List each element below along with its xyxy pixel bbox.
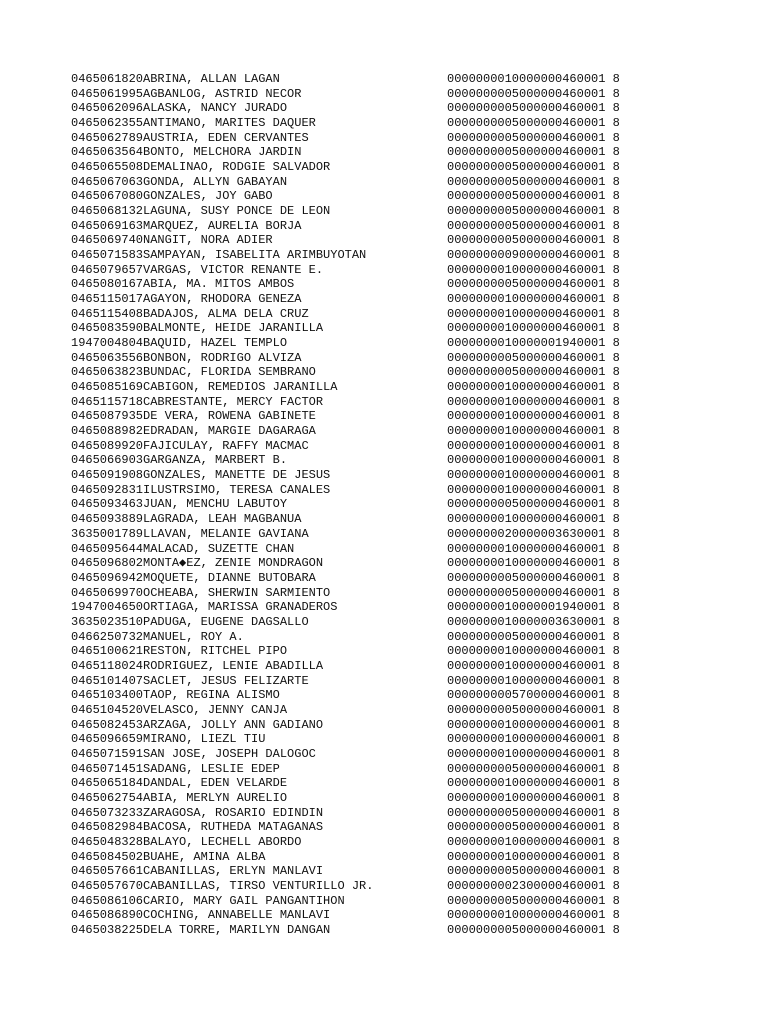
record-id-name: 0465079657VARGAS, VICTOR RENANTE E. (71, 262, 324, 277)
record-amount-code: 0000000010000000460001 8 (447, 306, 620, 321)
record-amount-code: 0000000010000000460001 8 (447, 321, 620, 336)
record-id-name: 0465115408BADAJOS, ALMA DELA CRUZ (71, 306, 309, 321)
record-amount-code: 0000000010000000460001 8 (447, 644, 620, 659)
record-id-name: 0465085169CABIGON, REMEDIOS JARANILLA (71, 380, 338, 395)
record-row (71, 72, 631, 87)
record-row (71, 483, 631, 498)
record-amount-code: 0000000010000000460001 8 (447, 746, 620, 761)
record-id-name: 0465069163MARQUEZ, AURELIA BORJA (71, 218, 302, 233)
record-id-name: 0465092831ILUSTRSIMO, TERESA CANALES (71, 482, 331, 497)
record-id-name: 0465095644MALACAD, SUZETTE CHAN (71, 541, 295, 556)
record-amount-code: 0000000005000000460001 8 (447, 864, 620, 879)
record-amount-code: 0000000010000000460001 8 (447, 790, 620, 805)
record-row (71, 527, 631, 542)
record-row (71, 762, 631, 777)
record-id-name: 0465065508DEMALINAO, RODGIE SALVADOR (71, 160, 331, 175)
record-list (71, 72, 631, 938)
record-row (71, 571, 631, 586)
record-amount-code: 0000000020000003630001 8 (447, 526, 620, 541)
record-id-name: 0465057670CABANILLAS, TIRSO VENTURILLO JR. (71, 878, 374, 893)
record-row (71, 409, 631, 424)
record-row (71, 586, 631, 601)
record-id-name: 0465080167ABIA, MA. MITOS AMBOS (71, 277, 295, 292)
record-id-name: 0465086890COCHING, ANNABELLE MANLAVI (71, 908, 331, 923)
record-id-name: 0465071583SAMPAYAN, ISABELITA ARIMBUYOTAN (71, 248, 367, 263)
record-amount-code: 0000000005000000460001 8 (447, 101, 620, 116)
record-id-name: 0465104520VELASCO, JENNY CANJA (71, 702, 288, 717)
record-amount-code: 0000000005000000460001 8 (447, 130, 620, 145)
record-row (71, 351, 631, 366)
record-id-name: 0465069970OCHEABA, SHERWIN SARMIENTO (71, 585, 331, 600)
record-id-name: 1947004650ORTIAGA, MARISSA GRANADEROS (71, 600, 338, 615)
record-amount-code: 0000000010000000460001 8 (447, 776, 620, 791)
record-amount-code: 0000000010000000460001 8 (447, 658, 620, 673)
record-amount-code: 0000000010000000460001 8 (447, 673, 620, 688)
record-row (71, 277, 631, 292)
record-id-name: 0465062754ABIA, MERLYN AURELIO (71, 790, 288, 805)
record-amount-code: 0000000005000000460001 8 (447, 805, 620, 820)
record-row (71, 879, 631, 894)
record-amount-code: 0000000005000000460001 8 (447, 218, 620, 233)
record-row (71, 145, 631, 160)
record-amount-code: 0000000002300000460001 8 (447, 878, 620, 893)
record-id-name: 0465089920FAJICULAY, RAFFY MACMAC (71, 438, 309, 453)
record-id-name: 0465062355ANTIMANO, MARITES DAQUER (71, 116, 316, 131)
record-amount-code: 0000000010000000460001 8 (447, 717, 620, 732)
record-id-name: 0466250732MANUEL, ROY A. (71, 629, 244, 644)
record-id-name: 0465073233ZARAGOSA, ROSARIO EDINDIN (71, 805, 324, 820)
record-amount-code: 0000000010000000460001 8 (447, 849, 620, 864)
record-id-name: 0465087935DE VERA, ROWENA GABINETE (71, 409, 316, 424)
record-id-name: 0465062789AUSTRIA, EDEN CERVANTES (71, 130, 309, 145)
record-amount-code: 0000000010000000460001 8 (447, 908, 620, 923)
record-row (71, 204, 631, 219)
record-row (71, 835, 631, 850)
record-row (71, 321, 631, 336)
record-row (71, 644, 631, 659)
record-amount-code: 0000000010000000460001 8 (447, 512, 620, 527)
record-row (71, 630, 631, 645)
record-id-name: 0465115718CABRESTANTE, MERCY FACTOR (71, 394, 324, 409)
record-row (71, 908, 631, 923)
record-amount-code: 0000000010000000460001 8 (447, 541, 620, 556)
record-amount-code: 0000000005000000460001 8 (447, 497, 620, 512)
record-amount-code: 0000000010000001940001 8 (447, 600, 620, 615)
record-id-name: 0465096659MIRANO, LIEZL TIU (71, 732, 266, 747)
record-amount-code: 0000000010000000460001 8 (447, 556, 620, 571)
record-row (71, 674, 631, 689)
record-row (71, 703, 631, 718)
record-id-name: 0465096802MONTA◆EZ, ZENIE MONDRAGON (71, 556, 324, 571)
record-amount-code: 0000000005000000460001 8 (447, 189, 620, 204)
record-amount-code: 0000000010000000460001 8 (447, 292, 620, 307)
record-row (71, 512, 631, 527)
record-id-name: 0465066903GARGANZA, MARBERT B. (71, 453, 288, 468)
record-id-name: 0465063564BONTO, MELCHORA JARDIN (71, 145, 302, 160)
record-id-name: 0465091908GONZALES, MANETTE DE JESUS (71, 468, 331, 483)
record-id-name: 0465093889LAGRADA, LEAH MAGBANUA (71, 512, 302, 527)
record-row (71, 747, 631, 762)
record-id-name: 0465065184DANDAL, EDEN VELARDE (71, 776, 288, 791)
record-amount-code: 0000000005000000460001 8 (447, 86, 620, 101)
record-row (71, 116, 631, 131)
record-row (71, 189, 631, 204)
record-row (71, 688, 631, 703)
record-id-name: 0465071591SAN JOSE, JOSEPH DALOGOC (71, 746, 316, 761)
record-amount-code: 0000000005000000460001 8 (447, 160, 620, 175)
record-amount-code: 0000000010000000460001 8 (447, 262, 620, 277)
record-id-name: 0465061995AGBANLOG, ASTRID NECOR (71, 86, 302, 101)
record-id-name: 0465100621RESTON, RITCHEL PIPO (71, 644, 288, 659)
record-id-name: 0465057661CABANILLAS, ERLYN MANLAVI (71, 864, 324, 879)
record-id-name: 0465067080GONZALES, JOY GABO (71, 189, 273, 204)
record-row (71, 600, 631, 615)
record-amount-code: 0000000005700000460001 8 (447, 688, 620, 703)
record-amount-code: 0000000005000000460001 8 (447, 365, 620, 380)
record-id-name: 0465062096ALASKA, NANCY JURADO (71, 101, 288, 116)
record-amount-code: 0000000005000000460001 8 (447, 233, 620, 248)
record-amount-code: 0000000010000000460001 8 (447, 834, 620, 849)
record-amount-code: 0000000005000000460001 8 (447, 820, 620, 835)
record-row (71, 718, 631, 733)
record-id-name: 0465082984BACOSA, RUTHEDA MATAGANAS (71, 820, 324, 835)
record-amount-code: 0000000010000001940001 8 (447, 336, 620, 351)
record-id-name: 0465082453ARZAGA, JOLLY ANN GADIANO (71, 717, 324, 732)
record-row (71, 659, 631, 674)
record-id-name: 3635023510PADUGA, EUGENE DAGSALLO (71, 614, 309, 629)
record-amount-code: 0000000010000000460001 8 (447, 409, 620, 424)
record-id-name: 0465071451SADANG, LESLIE EDEP (71, 761, 280, 776)
record-id-name: 0465048328BALAYO, LECHELL ABORDO (71, 834, 302, 849)
record-row (71, 556, 631, 571)
record-row (71, 820, 631, 835)
record-id-name: 0465086106CARIO, MARY GAIL PANGANTIHON (71, 893, 345, 908)
record-amount-code: 0000000005000000460001 8 (447, 116, 620, 131)
record-id-name: 0465063823BUNDAC, FLORIDA SEMBRANO (71, 365, 316, 380)
record-id-name: 0465096942MOQUETE, DIANNE BUTOBARA (71, 570, 316, 585)
record-row (71, 497, 631, 512)
record-row (71, 424, 631, 439)
record-id-name: 0465115017AGAYON, RHODORA GENEZA (71, 292, 302, 307)
record-row (71, 894, 631, 909)
record-row (71, 615, 631, 630)
record-row (71, 453, 631, 468)
record-amount-code: 0000000010000003630001 8 (447, 614, 620, 629)
record-id-name: 0465068132LAGUNA, SUSY PONCE DE LEON (71, 204, 331, 219)
record-amount-code: 0000000010000000460001 8 (447, 72, 620, 86)
record-row (71, 365, 631, 380)
record-id-name: 0465069740NANGIT, NORA ADIER (71, 233, 273, 248)
record-row (71, 101, 631, 116)
record-id-name: 0465103400TAOP, REGINA ALISMO (71, 688, 280, 703)
record-amount-code: 0000000010000000460001 8 (447, 380, 620, 395)
record-amount-code: 0000000005000000460001 8 (447, 350, 620, 365)
record-row (71, 791, 631, 806)
record-row (71, 395, 631, 410)
record-id-name: 0465061820ABRINA, ALLAN LAGAN (71, 72, 280, 86)
record-id-name: 0465101407SACLET, JESUS FELIZARTE (71, 673, 309, 688)
record-id-name: 0465067063GONDA, ALLYN GABAYAN (71, 174, 288, 189)
record-amount-code: 0000000010000000460001 8 (447, 438, 620, 453)
record-id-name: 0465038225DELA TORRE, MARILYN DANGAN (71, 922, 331, 937)
record-id-name: 3635001789LLAVAN, MELANIE GAVIANA (71, 526, 309, 541)
record-row (71, 263, 631, 278)
record-amount-code: 0000000005000000460001 8 (447, 629, 620, 644)
record-row (71, 468, 631, 483)
record-row (71, 806, 631, 821)
record-amount-code: 0000000005000000460001 8 (447, 922, 620, 937)
record-id-name: 0465083590BALMONTE, HEIDE JARANILLA (71, 321, 324, 336)
record-amount-code: 0000000005000000460001 8 (447, 204, 620, 219)
record-id-name: 0465093463JUAN, MENCHU LABUTOY (71, 497, 288, 512)
record-amount-code: 0000000010000000460001 8 (447, 424, 620, 439)
record-row (71, 380, 631, 395)
record-amount-code: 0000000010000000460001 8 (447, 394, 620, 409)
record-id-name: 0465088982EDRADAN, MARGIE DAGARAGA (71, 424, 316, 439)
record-row (71, 160, 631, 175)
record-row (71, 864, 631, 879)
record-amount-code: 0000000005000000460001 8 (447, 570, 620, 585)
record-row (71, 542, 631, 557)
record-amount-code: 0000000010000000460001 8 (447, 482, 620, 497)
record-amount-code: 0000000009000000460001 8 (447, 248, 620, 263)
record-amount-code: 0000000010000000460001 8 (447, 732, 620, 747)
record-id-name: 0465084502BUAHE, AMINA ALBA (71, 849, 266, 864)
record-row (71, 87, 631, 102)
record-row (71, 439, 631, 454)
record-id-name: 0465063556BONBON, RODRIGO ALVIZA (71, 350, 302, 365)
record-amount-code: 0000000005000000460001 8 (447, 585, 620, 600)
record-amount-code: 0000000005000000460001 8 (447, 893, 620, 908)
record-row (71, 219, 631, 234)
record-row (71, 131, 631, 146)
record-amount-code: 0000000005000000460001 8 (447, 277, 620, 292)
record-row (71, 923, 631, 938)
record-id-name: 0465118024RODRIGUEZ, LENIE ABADILLA (71, 658, 324, 673)
record-row (71, 850, 631, 865)
record-amount-code: 0000000010000000460001 8 (447, 453, 620, 468)
record-amount-code: 0000000005000000460001 8 (447, 702, 620, 717)
record-row (71, 292, 631, 307)
record-row (71, 336, 631, 351)
record-id-name: 1947004804BAQUID, HAZEL TEMPLO (71, 336, 288, 351)
record-amount-code: 0000000010000000460001 8 (447, 468, 620, 483)
record-amount-code: 0000000005000000460001 8 (447, 761, 620, 776)
record-row (71, 175, 631, 190)
record-row (71, 776, 631, 791)
record-row (71, 248, 631, 263)
record-amount-code: 0000000005000000460001 8 (447, 174, 620, 189)
record-amount-code: 0000000005000000460001 8 (447, 145, 620, 160)
record-row (71, 732, 631, 747)
record-row (71, 233, 631, 248)
record-row (71, 307, 631, 322)
